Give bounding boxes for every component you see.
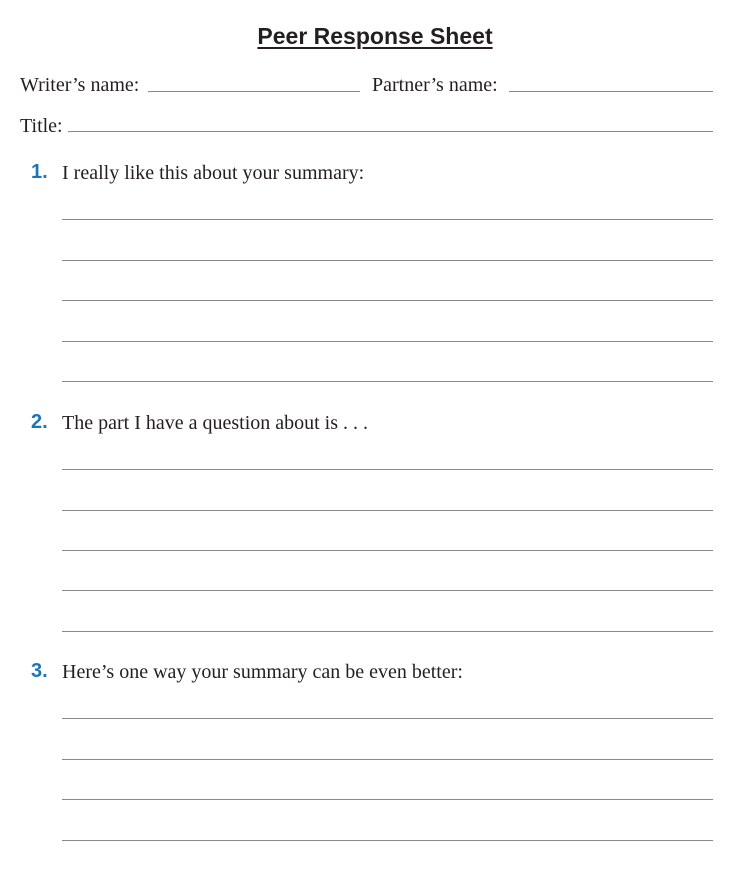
question-3-answer-line-1[interactable] <box>62 718 713 719</box>
question-2-answer-line-2[interactable] <box>62 510 713 511</box>
question-1-answer-line-2[interactable] <box>62 260 713 261</box>
question-1-answer-line-1[interactable] <box>62 219 713 220</box>
question-3-answer-line-3[interactable] <box>62 799 713 800</box>
question-3-answer-line-4[interactable] <box>62 840 713 841</box>
partner-name-field[interactable] <box>509 91 713 92</box>
question-3-number: 3. <box>31 660 48 682</box>
question-1-answer-line-4[interactable] <box>62 341 713 342</box>
question-1-answer-line-3[interactable] <box>62 300 713 301</box>
question-2-answer-line-5[interactable] <box>62 631 713 632</box>
question-1-number: 1. <box>31 161 48 183</box>
page-title-text: Peer Response Sheet <box>257 23 493 49</box>
question-3-text: Here’s one way your summary can be even better: <box>62 661 463 683</box>
title-field[interactable] <box>68 131 713 132</box>
question-1-answer-line-5[interactable] <box>62 381 713 382</box>
page-title <box>0 22 750 50</box>
question-2-answer-line-4[interactable] <box>62 590 713 591</box>
question-3-answer-line-2[interactable] <box>62 759 713 760</box>
partner-name-label: Partner’s name: <box>372 74 498 96</box>
question-1-text: I really like this about your summary: <box>62 162 365 184</box>
title-label: Title: <box>20 115 63 137</box>
writer-name-field[interactable] <box>148 91 360 92</box>
question-2-text: The part I have a question about is . . . <box>62 412 369 434</box>
question-2-answer-line-1[interactable] <box>62 469 713 470</box>
question-2-answer-line-3[interactable] <box>62 550 713 551</box>
writer-name-label: Writer’s name: <box>20 74 140 96</box>
question-2-number: 2. <box>31 411 48 433</box>
